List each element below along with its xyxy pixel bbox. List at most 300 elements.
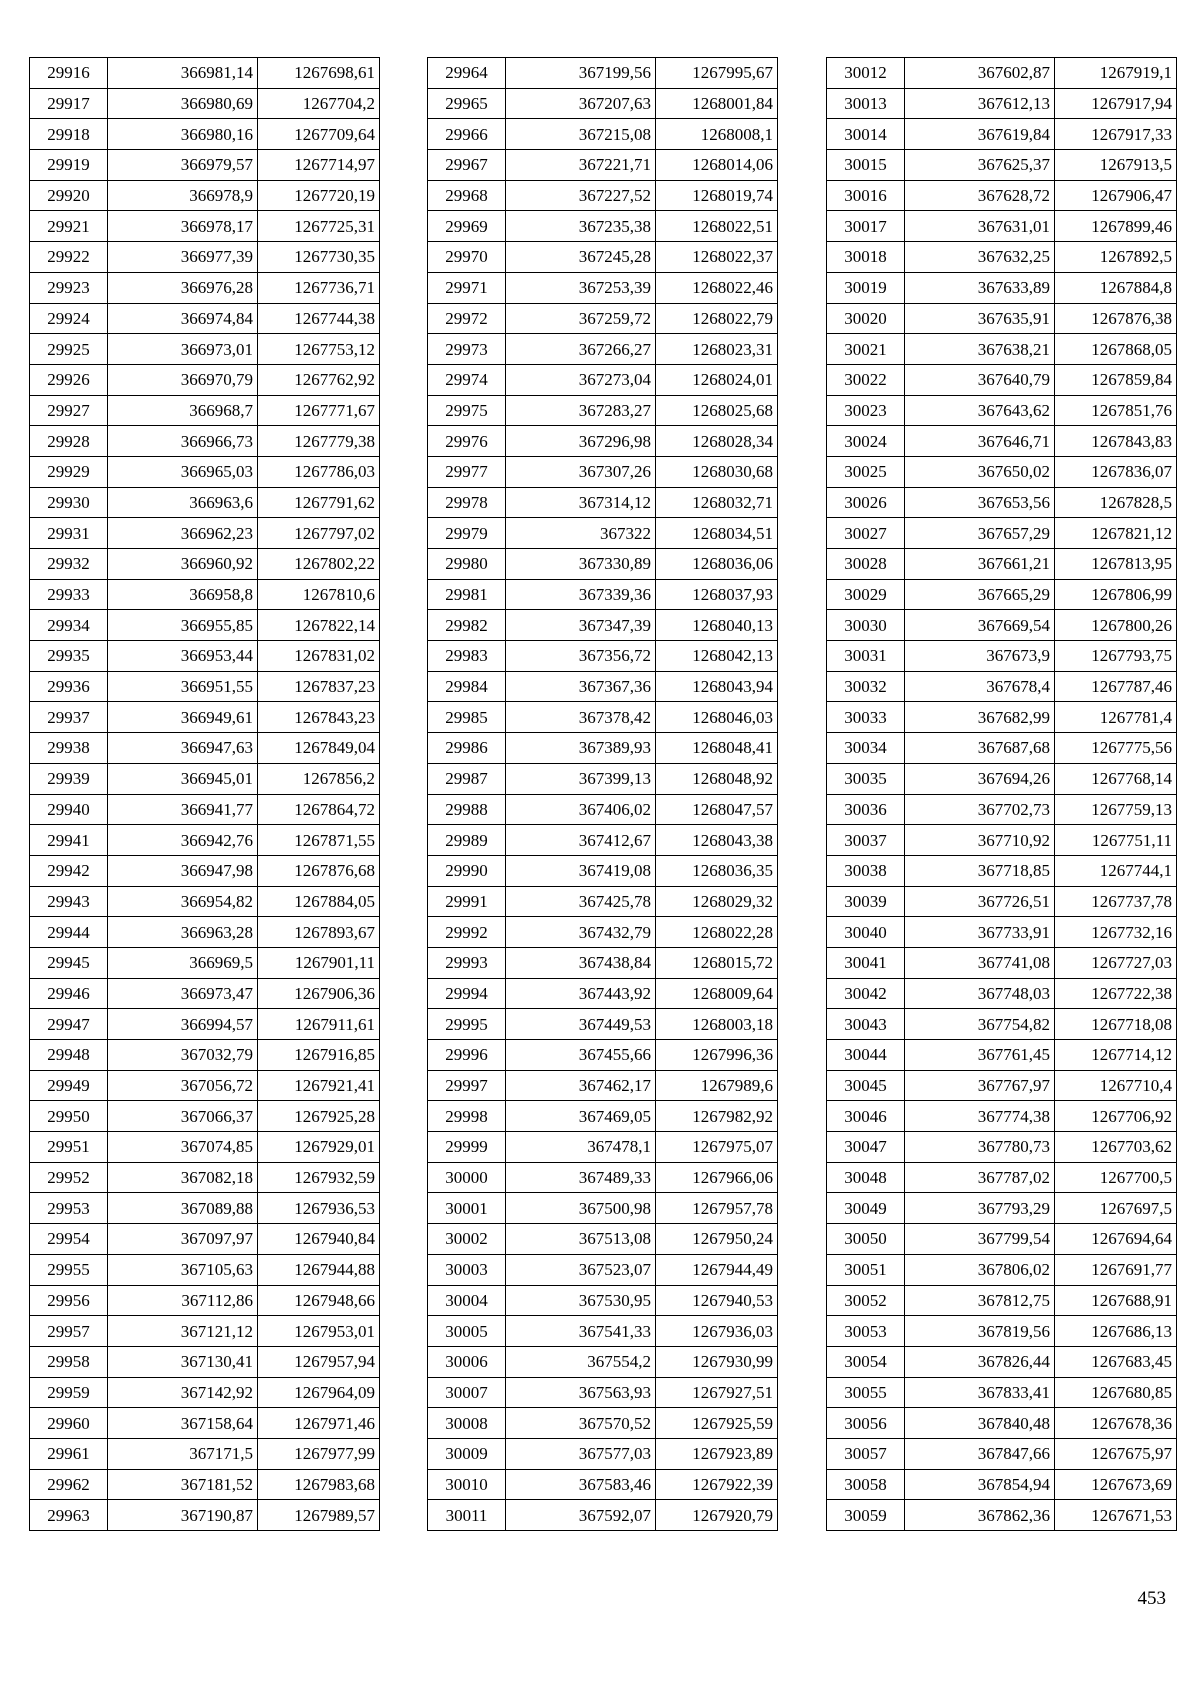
point-number-cell: 30042 <box>827 978 905 1009</box>
point-number-cell: 30039 <box>827 886 905 917</box>
point-number-cell: 29975 <box>428 395 506 426</box>
y-coordinate-cell: 1267925,28 <box>258 1101 380 1132</box>
table-row <box>30 1070 380 1101</box>
y-coordinate-cell: 1267957,78 <box>656 1193 778 1224</box>
table-row <box>30 1101 380 1132</box>
y-coordinate-cell: 1267781,4 <box>1055 702 1177 733</box>
y-coordinate-cell: 1267925,59 <box>656 1408 778 1439</box>
y-coordinate-cell: 1267753,12 <box>258 334 380 365</box>
y-coordinate-cell: 1267920,79 <box>656 1500 778 1531</box>
y-coordinate-cell: 1267944,49 <box>656 1254 778 1285</box>
table-row <box>827 395 1177 426</box>
x-coordinate-cell: 367412,67 <box>506 825 656 856</box>
table-row <box>428 150 778 181</box>
table-row <box>428 1500 778 1531</box>
y-coordinate-cell: 1267706,92 <box>1055 1101 1177 1132</box>
point-number-cell: 29956 <box>30 1285 108 1316</box>
point-number-cell: 30040 <box>827 917 905 948</box>
table-row <box>30 917 380 948</box>
point-number-cell: 29969 <box>428 211 506 242</box>
y-coordinate-cell: 1267901,11 <box>258 947 380 978</box>
point-number-cell: 30003 <box>428 1254 506 1285</box>
table-row <box>827 1469 1177 1500</box>
table-row <box>428 1254 778 1285</box>
y-coordinate-cell: 1267913,5 <box>1055 150 1177 181</box>
table-row <box>428 763 778 794</box>
point-number-cell: 30044 <box>827 1040 905 1071</box>
x-coordinate-cell: 366976,28 <box>108 272 258 303</box>
table-row <box>827 150 1177 181</box>
table-row <box>30 549 380 580</box>
table-row <box>428 119 778 150</box>
table-row <box>827 917 1177 948</box>
y-coordinate-cell: 1267922,39 <box>656 1469 778 1500</box>
point-number-cell: 30053 <box>827 1316 905 1347</box>
y-coordinate-cell: 1267906,47 <box>1055 180 1177 211</box>
y-coordinate-cell: 1267730,35 <box>258 242 380 273</box>
x-coordinate-cell: 366941,77 <box>108 794 258 825</box>
x-coordinate-cell: 367761,45 <box>905 1040 1055 1071</box>
x-coordinate-cell: 367619,84 <box>905 119 1055 150</box>
x-coordinate-cell: 367322 <box>506 518 656 549</box>
point-number-cell: 30046 <box>827 1101 905 1132</box>
table-row <box>30 579 380 610</box>
table-row <box>30 1438 380 1469</box>
y-coordinate-cell: 1268022,79 <box>656 303 778 334</box>
table-row <box>827 303 1177 334</box>
point-number-cell: 29965 <box>428 88 506 119</box>
y-coordinate-cell: 1267851,76 <box>1055 395 1177 426</box>
x-coordinate-cell: 367523,07 <box>506 1254 656 1285</box>
point-number-cell: 29967 <box>428 150 506 181</box>
point-number-cell: 29926 <box>30 364 108 395</box>
x-coordinate-cell: 366994,57 <box>108 1009 258 1040</box>
x-coordinate-cell: 367780,73 <box>905 1132 1055 1163</box>
y-coordinate-cell: 1267722,38 <box>1055 978 1177 1009</box>
table-row <box>428 1285 778 1316</box>
x-coordinate-cell: 366945,01 <box>108 763 258 794</box>
point-number-cell: 30027 <box>827 518 905 549</box>
point-number-cell: 30023 <box>827 395 905 426</box>
y-coordinate-cell: 1268015,72 <box>656 947 778 978</box>
table-row <box>30 334 380 365</box>
point-number-cell: 29916 <box>30 58 108 89</box>
table-row <box>428 242 778 273</box>
x-coordinate-cell: 367678,4 <box>905 671 1055 702</box>
x-coordinate-cell: 367443,92 <box>506 978 656 1009</box>
y-coordinate-cell: 1268032,71 <box>656 487 778 518</box>
point-number-cell: 29954 <box>30 1224 108 1255</box>
y-coordinate-cell: 1268028,34 <box>656 426 778 457</box>
x-coordinate-cell: 367847,66 <box>905 1438 1055 1469</box>
y-coordinate-cell: 1268048,41 <box>656 733 778 764</box>
table-row <box>827 1346 1177 1377</box>
x-coordinate-cell: 367082,18 <box>108 1162 258 1193</box>
point-number-cell: 30045 <box>827 1070 905 1101</box>
point-number-cell: 29931 <box>30 518 108 549</box>
point-number-cell: 30055 <box>827 1377 905 1408</box>
point-number-cell: 30058 <box>827 1469 905 1500</box>
point-number-cell: 30031 <box>827 641 905 672</box>
point-number-cell: 30030 <box>827 610 905 641</box>
point-number-cell: 29917 <box>30 88 108 119</box>
x-coordinate-cell: 366955,85 <box>108 610 258 641</box>
x-coordinate-cell: 367266,27 <box>506 334 656 365</box>
x-coordinate-cell: 367227,52 <box>506 180 656 211</box>
y-coordinate-cell: 1268022,46 <box>656 272 778 303</box>
point-number-cell: 30047 <box>827 1132 905 1163</box>
y-coordinate-cell: 1267704,2 <box>258 88 380 119</box>
y-coordinate-cell: 1267876,68 <box>258 855 380 886</box>
table-row <box>428 1070 778 1101</box>
table-row <box>428 1408 778 1439</box>
table-row <box>428 1469 778 1500</box>
x-coordinate-cell: 366979,57 <box>108 150 258 181</box>
point-number-cell: 30051 <box>827 1254 905 1285</box>
table-row <box>428 180 778 211</box>
y-coordinate-cell: 1268003,18 <box>656 1009 778 1040</box>
y-coordinate-cell: 1267720,19 <box>258 180 380 211</box>
table-row <box>30 303 380 334</box>
point-number-cell: 29996 <box>428 1040 506 1071</box>
y-coordinate-cell: 1267709,64 <box>258 119 380 150</box>
point-number-cell: 29921 <box>30 211 108 242</box>
point-number-cell: 29949 <box>30 1070 108 1101</box>
point-number-cell: 30013 <box>827 88 905 119</box>
y-coordinate-cell: 1268008,1 <box>656 119 778 150</box>
x-coordinate-cell: 367632,25 <box>905 242 1055 273</box>
y-coordinate-cell: 1267983,68 <box>258 1469 380 1500</box>
table-row <box>30 610 380 641</box>
point-number-cell: 30008 <box>428 1408 506 1439</box>
x-coordinate-cell: 367646,71 <box>905 426 1055 457</box>
table-row <box>428 395 778 426</box>
y-coordinate-cell: 1268048,92 <box>656 763 778 794</box>
x-coordinate-cell: 366960,92 <box>108 549 258 580</box>
x-coordinate-cell: 367767,97 <box>905 1070 1055 1101</box>
x-coordinate-cell: 367339,36 <box>506 579 656 610</box>
x-coordinate-cell: 367105,63 <box>108 1254 258 1285</box>
y-coordinate-cell: 1267800,26 <box>1055 610 1177 641</box>
table-row <box>428 917 778 948</box>
table-row <box>827 1224 1177 1255</box>
y-coordinate-cell: 1268030,68 <box>656 456 778 487</box>
y-coordinate-cell: 1267989,6 <box>656 1070 778 1101</box>
table-row <box>827 610 1177 641</box>
table-row <box>827 364 1177 395</box>
x-coordinate-cell: 367602,87 <box>905 58 1055 89</box>
table-row <box>827 579 1177 610</box>
y-coordinate-cell: 1267762,92 <box>258 364 380 395</box>
x-coordinate-cell: 367806,02 <box>905 1254 1055 1285</box>
y-coordinate-cell: 1267759,13 <box>1055 794 1177 825</box>
x-coordinate-cell: 367826,44 <box>905 1346 1055 1377</box>
point-number-cell: 30000 <box>428 1162 506 1193</box>
x-coordinate-cell: 367819,56 <box>905 1316 1055 1347</box>
table-row <box>827 1285 1177 1316</box>
x-coordinate-cell: 367718,85 <box>905 855 1055 886</box>
x-coordinate-cell: 367710,92 <box>905 825 1055 856</box>
point-number-cell: 29984 <box>428 671 506 702</box>
x-coordinate-cell: 367253,39 <box>506 272 656 303</box>
table-row <box>827 58 1177 89</box>
y-coordinate-cell: 1267843,83 <box>1055 426 1177 457</box>
table-row <box>827 855 1177 886</box>
table-row <box>827 947 1177 978</box>
y-coordinate-cell: 1267732,16 <box>1055 917 1177 948</box>
y-coordinate-cell: 1267911,61 <box>258 1009 380 1040</box>
point-number-cell: 29992 <box>428 917 506 948</box>
point-number-cell: 29941 <box>30 825 108 856</box>
x-coordinate-cell: 367653,56 <box>905 487 1055 518</box>
point-number-cell: 29959 <box>30 1377 108 1408</box>
x-coordinate-cell: 367694,26 <box>905 763 1055 794</box>
y-coordinate-cell: 1267678,36 <box>1055 1408 1177 1439</box>
x-coordinate-cell: 367190,87 <box>108 1500 258 1531</box>
table-row <box>30 395 380 426</box>
table-row <box>428 855 778 886</box>
table-row <box>428 794 778 825</box>
y-coordinate-cell: 1267771,67 <box>258 395 380 426</box>
table-row <box>827 763 1177 794</box>
table-row <box>428 978 778 1009</box>
x-coordinate-cell: 367215,08 <box>506 119 656 150</box>
point-number-cell: 29918 <box>30 119 108 150</box>
y-coordinate-cell: 1267736,71 <box>258 272 380 303</box>
x-coordinate-cell: 367097,97 <box>108 1224 258 1255</box>
table-row <box>827 211 1177 242</box>
x-coordinate-cell: 366968,7 <box>108 395 258 426</box>
table-row <box>428 364 778 395</box>
x-coordinate-cell: 367330,89 <box>506 549 656 580</box>
point-number-cell: 29990 <box>428 855 506 886</box>
point-number-cell: 30033 <box>827 702 905 733</box>
point-number-cell: 30012 <box>827 58 905 89</box>
table-row <box>428 456 778 487</box>
x-coordinate-cell: 367640,79 <box>905 364 1055 395</box>
table-row <box>428 487 778 518</box>
table-row <box>827 1040 1177 1071</box>
y-coordinate-cell: 1267791,62 <box>258 487 380 518</box>
table-row <box>428 334 778 365</box>
point-number-cell: 29989 <box>428 825 506 856</box>
x-coordinate-cell: 366949,61 <box>108 702 258 733</box>
point-number-cell: 30048 <box>827 1162 905 1193</box>
point-number-cell: 30029 <box>827 579 905 610</box>
x-coordinate-cell: 367367,36 <box>506 671 656 702</box>
x-coordinate-cell: 366942,76 <box>108 825 258 856</box>
y-coordinate-cell: 1267831,02 <box>258 641 380 672</box>
table-row <box>428 610 778 641</box>
point-number-cell: 30059 <box>827 1500 905 1531</box>
y-coordinate-cell: 1267787,46 <box>1055 671 1177 702</box>
x-coordinate-cell: 367207,63 <box>506 88 656 119</box>
table-row <box>827 1254 1177 1285</box>
point-number-cell: 29970 <box>428 242 506 273</box>
table-row <box>827 1316 1177 1347</box>
x-coordinate-cell: 367612,13 <box>905 88 1055 119</box>
point-number-cell: 29979 <box>428 518 506 549</box>
point-number-cell: 29943 <box>30 886 108 917</box>
y-coordinate-cell: 1268036,06 <box>656 549 778 580</box>
x-coordinate-cell: 366947,98 <box>108 855 258 886</box>
table-row <box>827 119 1177 150</box>
x-coordinate-cell: 367840,48 <box>905 1408 1055 1439</box>
point-number-cell: 29961 <box>30 1438 108 1469</box>
point-number-cell: 29942 <box>30 855 108 886</box>
x-coordinate-cell: 367074,85 <box>108 1132 258 1163</box>
x-coordinate-cell: 367682,99 <box>905 702 1055 733</box>
x-coordinate-cell: 367347,39 <box>506 610 656 641</box>
table-row <box>30 763 380 794</box>
point-number-cell: 29982 <box>428 610 506 641</box>
point-number-cell: 29952 <box>30 1162 108 1193</box>
point-number-cell: 29978 <box>428 487 506 518</box>
point-number-cell: 29988 <box>428 794 506 825</box>
point-number-cell: 30022 <box>827 364 905 395</box>
point-number-cell: 29945 <box>30 947 108 978</box>
point-number-cell: 29985 <box>428 702 506 733</box>
x-coordinate-cell: 367283,27 <box>506 395 656 426</box>
point-number-cell: 30026 <box>827 487 905 518</box>
table-row <box>827 978 1177 1009</box>
table-row <box>30 242 380 273</box>
y-coordinate-cell: 1268046,03 <box>656 702 778 733</box>
table-row <box>428 702 778 733</box>
x-coordinate-cell: 367419,08 <box>506 855 656 886</box>
table-row <box>827 1438 1177 1469</box>
point-number-cell: 30057 <box>827 1438 905 1469</box>
point-number-cell: 30038 <box>827 855 905 886</box>
point-number-cell: 29991 <box>428 886 506 917</box>
y-coordinate-cell: 1267698,61 <box>258 58 380 89</box>
table-row <box>30 487 380 518</box>
y-coordinate-cell: 1268001,84 <box>656 88 778 119</box>
x-coordinate-cell: 367812,75 <box>905 1285 1055 1316</box>
table-row <box>30 641 380 672</box>
point-number-cell: 29923 <box>30 272 108 303</box>
y-coordinate-cell: 1267836,07 <box>1055 456 1177 487</box>
y-coordinate-cell: 1268022,37 <box>656 242 778 273</box>
point-number-cell: 30010 <box>428 1469 506 1500</box>
point-number-cell: 30002 <box>428 1224 506 1255</box>
point-number-cell: 30025 <box>827 456 905 487</box>
point-number-cell: 30043 <box>827 1009 905 1040</box>
table-row <box>428 1009 778 1040</box>
x-coordinate-cell: 366980,69 <box>108 88 258 119</box>
table-row <box>428 1193 778 1224</box>
y-coordinate-cell: 1267996,36 <box>656 1040 778 1071</box>
point-number-cell: 29974 <box>428 364 506 395</box>
table-row <box>428 641 778 672</box>
x-coordinate-cell: 367799,54 <box>905 1224 1055 1255</box>
point-number-cell: 29925 <box>30 334 108 365</box>
point-number-cell: 29939 <box>30 763 108 794</box>
coordinate-table-2 <box>427 57 778 1531</box>
x-coordinate-cell: 367425,78 <box>506 886 656 917</box>
point-number-cell: 29955 <box>30 1254 108 1285</box>
x-coordinate-cell: 367643,62 <box>905 395 1055 426</box>
y-coordinate-cell: 1267714,97 <box>258 150 380 181</box>
y-coordinate-cell: 1268037,93 <box>656 579 778 610</box>
table-row <box>827 1132 1177 1163</box>
y-coordinate-cell: 1267921,41 <box>258 1070 380 1101</box>
y-coordinate-cell: 1268043,38 <box>656 825 778 856</box>
x-coordinate-cell: 367259,72 <box>506 303 656 334</box>
table-row <box>428 1224 778 1255</box>
table-row <box>30 1254 380 1285</box>
table-row <box>428 303 778 334</box>
point-number-cell: 30034 <box>827 733 905 764</box>
y-coordinate-cell: 1267936,53 <box>258 1193 380 1224</box>
x-coordinate-cell: 367469,05 <box>506 1101 656 1132</box>
x-coordinate-cell: 366958,8 <box>108 579 258 610</box>
y-coordinate-cell: 1268040,13 <box>656 610 778 641</box>
y-coordinate-cell: 1267927,51 <box>656 1377 778 1408</box>
table-row <box>428 1438 778 1469</box>
y-coordinate-cell: 1267703,62 <box>1055 1132 1177 1163</box>
x-coordinate-cell: 367669,54 <box>905 610 1055 641</box>
y-coordinate-cell: 1268047,57 <box>656 794 778 825</box>
x-coordinate-cell: 367774,38 <box>905 1101 1055 1132</box>
table-row <box>428 886 778 917</box>
y-coordinate-cell: 1268042,13 <box>656 641 778 672</box>
table-row <box>827 733 1177 764</box>
point-number-cell: 29928 <box>30 426 108 457</box>
y-coordinate-cell: 1268029,32 <box>656 886 778 917</box>
x-coordinate-cell: 367541,33 <box>506 1316 656 1347</box>
table-row <box>30 119 380 150</box>
x-coordinate-cell: 367628,72 <box>905 180 1055 211</box>
x-coordinate-cell: 366951,55 <box>108 671 258 702</box>
table-row <box>827 794 1177 825</box>
y-coordinate-cell: 1268022,51 <box>656 211 778 242</box>
point-number-cell: 29951 <box>30 1132 108 1163</box>
y-coordinate-cell: 1267806,99 <box>1055 579 1177 610</box>
y-coordinate-cell: 1267675,97 <box>1055 1438 1177 1469</box>
table-row <box>827 487 1177 518</box>
point-number-cell: 30049 <box>827 1193 905 1224</box>
y-coordinate-cell: 1268024,01 <box>656 364 778 395</box>
x-coordinate-cell: 367754,82 <box>905 1009 1055 1040</box>
y-coordinate-cell: 1267768,14 <box>1055 763 1177 794</box>
table-row <box>827 886 1177 917</box>
table-row <box>30 825 380 856</box>
table-row <box>30 426 380 457</box>
table-row <box>827 1500 1177 1531</box>
y-coordinate-cell: 1267975,07 <box>656 1132 778 1163</box>
point-number-cell: 29983 <box>428 641 506 672</box>
point-number-cell: 29919 <box>30 150 108 181</box>
x-coordinate-cell: 367638,21 <box>905 334 1055 365</box>
x-coordinate-cell: 367121,12 <box>108 1316 258 1347</box>
x-coordinate-cell: 367665,29 <box>905 579 1055 610</box>
y-coordinate-cell: 1267691,77 <box>1055 1254 1177 1285</box>
table-row <box>827 88 1177 119</box>
y-coordinate-cell: 1267683,45 <box>1055 1346 1177 1377</box>
table-row <box>428 671 778 702</box>
point-number-cell: 29920 <box>30 180 108 211</box>
point-number-cell: 30007 <box>428 1377 506 1408</box>
table-row <box>827 702 1177 733</box>
table-row <box>30 702 380 733</box>
y-coordinate-cell: 1267936,03 <box>656 1316 778 1347</box>
x-coordinate-cell: 366947,63 <box>108 733 258 764</box>
x-coordinate-cell: 367733,91 <box>905 917 1055 948</box>
table-row <box>428 1346 778 1377</box>
point-number-cell: 29963 <box>30 1500 108 1531</box>
table-row <box>827 518 1177 549</box>
